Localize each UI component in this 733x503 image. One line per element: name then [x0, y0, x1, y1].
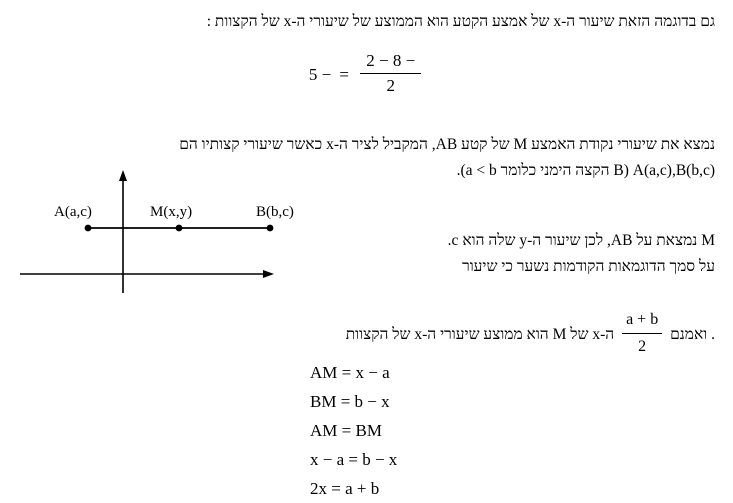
right-column-line-2: על סמך הדוגמאות הקודמות נשער כי שיעור [462, 258, 715, 275]
fraction-equation-lhs: 5 − [308, 64, 332, 84]
inline-fraction-numerator: a + b [626, 311, 659, 328]
coordinate-graph [18, 168, 318, 298]
fraction [360, 51, 421, 96]
paragraph-find-midpoint-line2: A(a,c),B(b,c) (B הקצה הימני כלומר a < b). [456, 162, 715, 179]
fraction-numerator: 2 − 8 − [366, 51, 416, 70]
inline-fraction-denominator: 2 [638, 338, 647, 355]
equation-list [310, 358, 397, 503]
x-axis-arrow [263, 270, 274, 278]
equation-item: 2x = a + b [310, 479, 380, 498]
equation-item: AM = x − a [310, 363, 390, 382]
right-column-line-1: M נמצאת על AB, לכן שיעור ה-y שלה הוא c. [447, 232, 715, 249]
fraction-denominator: 2 [386, 76, 395, 95]
point-a [85, 225, 92, 232]
graph-label-b: B(b,c) [256, 204, 294, 220]
midpoint-average-line [15, 310, 715, 361]
paragraph-find-midpoint-line1: נמצא את שיעורי נקודת האמצע M של קטע AB, המקביל לציר ה-x כאשר שיעורי קצותיו הם [179, 136, 715, 153]
fraction-bar [360, 73, 421, 74]
inline-fraction [622, 308, 662, 359]
midpoint-average-after: . ואמנם [670, 326, 715, 344]
right-column-text [365, 228, 715, 280]
equals-sign: = [339, 64, 349, 84]
y-axis-arrow [119, 170, 127, 181]
equation-item: x − a = b − x [310, 450, 398, 469]
midpoint-average-before: ה-x של M הוא ממוצע שיעורי ה-x של הקצוות [345, 326, 615, 344]
fraction-equation [0, 52, 733, 97]
equation-item: AM = BM [310, 421, 382, 440]
point-m [176, 225, 183, 232]
equation-item: BM = b − x [310, 392, 390, 411]
intro-paragraph: גם בדוגמה הזאת שיעור ה-x של אמצע הקטע הוא הממוצע של שיעורי ה-x של הקצוות : [206, 13, 715, 30]
point-b [267, 225, 274, 232]
fraction-equation-inline [309, 52, 424, 97]
graph-svg [18, 168, 318, 298]
graph-label-m: M(x,y) [150, 204, 193, 220]
graph-label-a: A(a,c) [54, 204, 92, 220]
